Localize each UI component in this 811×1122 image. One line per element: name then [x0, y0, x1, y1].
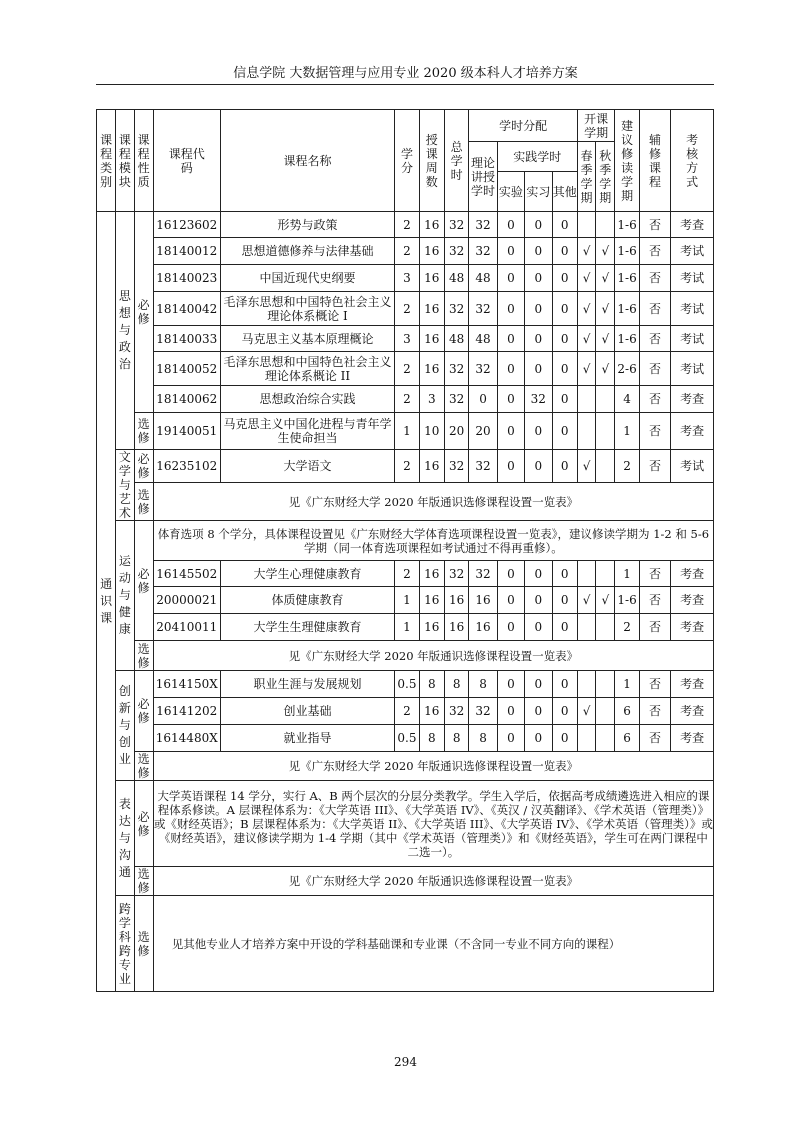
cell-weeks: 16	[419, 587, 444, 614]
cell-sem: 1-6	[615, 587, 639, 614]
cell-other: 0	[552, 413, 577, 450]
cell-assess: 考查	[671, 671, 714, 698]
course-row	[97, 725, 714, 752]
cell-autumn	[596, 413, 615, 450]
cell-credits: 3	[395, 326, 419, 352]
module-expression: 表达与沟通	[116, 781, 134, 896]
cell-assess: 考查	[671, 212, 714, 238]
cell-code: 18140042	[153, 292, 220, 326]
cell-code: 18140062	[153, 386, 220, 413]
cell-spring: √	[577, 238, 595, 265]
course-row	[97, 212, 714, 238]
cell-assess: 考查	[671, 561, 714, 587]
cell-theory: 32	[469, 561, 497, 587]
cell-spring: √	[577, 698, 595, 725]
cell-assess: 考试	[671, 238, 714, 265]
cell-spring	[577, 386, 595, 413]
cell-autumn	[596, 698, 615, 725]
course-row	[97, 450, 714, 483]
cell-weeks: 16	[419, 238, 444, 265]
nature-required: 必修	[134, 671, 153, 752]
cell-exp: 0	[497, 386, 524, 413]
cell-spring: √	[577, 265, 595, 292]
course-row	[97, 671, 714, 698]
cell-credits: 1	[395, 587, 419, 614]
cell-intern: 0	[525, 698, 552, 725]
cell-spring	[577, 413, 595, 450]
cell-exp: 0	[497, 671, 524, 698]
header-total-hours: 总学时	[444, 110, 468, 212]
module-cross-discipline: 跨学科跨专业	[116, 896, 134, 992]
cell-assess: 考查	[671, 698, 714, 725]
cell-intern: 0	[525, 352, 552, 386]
cell-intern: 0	[525, 561, 552, 587]
cell-name: 思想政治综合实践	[220, 386, 395, 413]
cell-spring	[577, 561, 595, 587]
cell-name: 毛泽东思想和中国特色社会主义理论体系概论 I	[220, 292, 395, 326]
cell-total: 32	[444, 450, 468, 483]
category-general-education: 通识课	[97, 212, 116, 992]
cell-exp: 0	[497, 587, 524, 614]
header-code: 课程代码	[153, 110, 220, 212]
cell-assess: 考查	[671, 614, 714, 641]
cell-name: 大学语文	[220, 450, 395, 483]
cell-sem: 1-6	[615, 326, 639, 352]
course-row	[97, 614, 714, 641]
cell-credits: 2	[395, 352, 419, 386]
nature-required: 必修	[134, 781, 153, 867]
cell-total: 16	[444, 587, 468, 614]
cell-other: 0	[552, 614, 577, 641]
cell-theory: 8	[469, 671, 497, 698]
nature-elective: 选修	[134, 752, 153, 781]
cell-minor: 否	[639, 450, 670, 483]
cell-exp: 0	[497, 238, 524, 265]
sports-note: 体育选项 8 个学分，具体课程设置见《广东财经大学体育选项课程设置一览表》，建议修读学期为 1-2 和 5-6 学期（同一体育选项课程如考试通过不得再重修）。	[153, 521, 713, 561]
cell-code: 20410011	[153, 614, 220, 641]
cell-assess: 考查	[671, 725, 714, 752]
cell-weeks: 16	[419, 698, 444, 725]
cell-other: 0	[552, 352, 577, 386]
cell-exp: 0	[497, 698, 524, 725]
header-semester: 开课学期	[577, 110, 615, 142]
cell-credits: 2	[395, 561, 419, 587]
cell-assess: 考试	[671, 352, 714, 386]
cell-code: 16123602	[153, 212, 220, 238]
course-row	[97, 587, 714, 614]
cell-sem: 1-6	[615, 292, 639, 326]
cell-intern: 0	[525, 413, 552, 450]
cell-theory: 32	[469, 450, 497, 483]
cell-exp: 0	[497, 212, 524, 238]
cell-autumn: √	[596, 265, 615, 292]
cell-exp: 0	[497, 326, 524, 352]
cell-exp: 0	[497, 413, 524, 450]
cell-weeks: 8	[419, 725, 444, 752]
cell-weeks: 3	[419, 386, 444, 413]
cell-code: 18140012	[153, 238, 220, 265]
cell-theory: 8	[469, 725, 497, 752]
cell-name: 马克思主义中国化进程与青年学生使命担当	[220, 413, 395, 450]
cell-code: 16145502	[153, 561, 220, 587]
cell-assess: 考试	[671, 292, 714, 326]
cell-sem: 1-6	[615, 238, 639, 265]
span-row	[97, 752, 714, 781]
cell-credits: 2	[395, 238, 419, 265]
cell-theory: 32	[469, 352, 497, 386]
cell-assess: 考试	[671, 326, 714, 352]
cell-sem: 1	[615, 413, 639, 450]
cell-theory: 16	[469, 614, 497, 641]
span-row	[97, 867, 714, 896]
header-rule	[96, 84, 714, 85]
cell-sem: 1-6	[615, 265, 639, 292]
cell-sem: 1	[615, 561, 639, 587]
cell-other: 0	[552, 698, 577, 725]
cell-spring	[577, 725, 595, 752]
cell-weeks: 16	[419, 561, 444, 587]
cell-weeks: 10	[419, 413, 444, 450]
cell-total: 32	[444, 212, 468, 238]
span-row	[97, 483, 714, 521]
cell-minor: 否	[639, 265, 670, 292]
cell-intern: 32	[525, 386, 552, 413]
module-literature: 文学与艺术	[116, 450, 134, 521]
cell-other: 0	[552, 212, 577, 238]
cell-autumn: √	[596, 587, 615, 614]
cell-minor: 否	[639, 238, 670, 265]
header-suggested-semester: 建议修读学期	[615, 110, 639, 212]
cell-total: 32	[444, 698, 468, 725]
header-autumn: 秋季学期	[596, 142, 615, 212]
cell-code: 19140051	[153, 413, 220, 450]
header-internship: 实习	[525, 172, 552, 212]
cell-credits: 2	[395, 698, 419, 725]
cell-total: 48	[444, 326, 468, 352]
cell-code: 18140033	[153, 326, 220, 352]
cell-intern: 0	[525, 238, 552, 265]
course-row	[97, 292, 714, 326]
nature-elective: 选修	[134, 413, 153, 450]
cell-total: 20	[444, 413, 468, 450]
cell-spring	[577, 212, 595, 238]
see-general-electives: 见《广东财经大学 2020 年版通识选修课程设置一览表》	[153, 867, 713, 896]
cell-intern: 0	[525, 265, 552, 292]
cell-other: 0	[552, 238, 577, 265]
cell-minor: 否	[639, 292, 670, 326]
cell-exp: 0	[497, 352, 524, 386]
cell-sem: 6	[615, 698, 639, 725]
cell-autumn	[596, 614, 615, 641]
cell-other: 0	[552, 386, 577, 413]
header-theory: 理论讲授学时	[469, 142, 497, 212]
cell-credits: 0.5	[395, 725, 419, 752]
cell-total: 32	[444, 352, 468, 386]
header-spring: 春季学期	[577, 142, 595, 212]
course-row	[97, 352, 714, 386]
cell-intern: 0	[525, 671, 552, 698]
span-row	[97, 781, 714, 867]
cell-spring: √	[577, 326, 595, 352]
page-number: 294	[394, 1055, 417, 1069]
cell-code: 18140052	[153, 352, 220, 386]
cell-spring: √	[577, 352, 595, 386]
cell-autumn	[596, 212, 615, 238]
cell-credits: 2	[395, 450, 419, 483]
cell-intern: 0	[525, 587, 552, 614]
cell-sem: 2	[615, 614, 639, 641]
cell-weeks: 16	[419, 292, 444, 326]
cell-code: 1614480X	[153, 725, 220, 752]
cell-minor: 否	[639, 725, 670, 752]
cell-name: 马克思主义基本原理概论	[220, 326, 395, 352]
cell-weeks: 16	[419, 450, 444, 483]
cell-minor: 否	[639, 614, 670, 641]
cell-weeks: 16	[419, 352, 444, 386]
cell-theory: 0	[469, 386, 497, 413]
nature-required: 必修	[134, 450, 153, 483]
course-row	[97, 561, 714, 587]
cell-name: 就业指导	[220, 725, 395, 752]
cell-intern: 0	[525, 614, 552, 641]
cell-total: 32	[444, 292, 468, 326]
cell-credits: 2	[395, 212, 419, 238]
cell-other: 0	[552, 326, 577, 352]
cell-autumn: √	[596, 238, 615, 265]
cell-sem: 2	[615, 450, 639, 483]
cell-credits: 3	[395, 265, 419, 292]
see-general-electives: 见《广东财经大学 2020 年版通识选修课程设置一览表》	[153, 752, 713, 781]
cell-credits: 1	[395, 614, 419, 641]
cell-total: 32	[444, 561, 468, 587]
cell-spring	[577, 671, 595, 698]
cell-minor: 否	[639, 386, 670, 413]
course-row	[97, 386, 714, 413]
cell-credits: 2	[395, 292, 419, 326]
header-experiment: 实验	[497, 172, 524, 212]
cell-code: 18140023	[153, 265, 220, 292]
cell-exp: 0	[497, 450, 524, 483]
cell-minor: 否	[639, 587, 670, 614]
nature-required: 必修	[134, 212, 153, 413]
nature-required: 必修	[134, 521, 153, 641]
cell-weeks: 16	[419, 212, 444, 238]
cell-credits: 0.5	[395, 671, 419, 698]
header-name: 课程名称	[220, 110, 395, 212]
cell-theory: 32	[469, 238, 497, 265]
cell-autumn	[596, 725, 615, 752]
cell-code: 20000021	[153, 587, 220, 614]
cell-total: 32	[444, 238, 468, 265]
cell-assess: 考查	[671, 587, 714, 614]
course-plan-table	[96, 109, 714, 992]
cell-other: 0	[552, 450, 577, 483]
cell-exp: 0	[497, 614, 524, 641]
cell-assess: 考试	[671, 450, 714, 483]
cell-minor: 否	[639, 671, 670, 698]
cell-theory: 20	[469, 413, 497, 450]
cell-minor: 否	[639, 212, 670, 238]
cell-assess: 考查	[671, 413, 714, 450]
cell-exp: 0	[497, 265, 524, 292]
see-general-electives: 见《广东财经大学 2020 年版通识选修课程设置一览表》	[153, 483, 713, 521]
cross-discipline-note: 见其他专业人才培养方案中开设的学科基础课和专业课（不含同一专业不同方向的课程）	[153, 896, 713, 992]
cell-intern: 0	[525, 326, 552, 352]
cell-name: 职业生涯与发展规划	[220, 671, 395, 698]
cell-autumn	[596, 450, 615, 483]
cell-weeks: 16	[419, 614, 444, 641]
cell-name: 形势与政策	[220, 212, 395, 238]
cell-total: 32	[444, 386, 468, 413]
cell-theory: 16	[469, 587, 497, 614]
cell-spring: √	[577, 450, 595, 483]
english-note: 大学英语课程 14 学分，实行 A、B 两个层次的分层分类教学。学生入学后，依据高考成绩遴选进入相应的课程体系修读。A 层课程体系为：《大学英语 III》、《大学英语 IV》、《英汉 / 汉英翻译》、《学术英语（管理类）》或《财经英语》；B 层课程体系为：《大学英语 II》、《大学英语 III》、《大学英语 IV》、《学术英语（管理类）》或《财经英语》，建议修读学期为 1-4 学期（其中《学术英语（管理类）》和《财经英语》，学生可在两门课程中二选一）。	[153, 781, 713, 867]
cell-minor: 否	[639, 413, 670, 450]
cell-autumn: √	[596, 292, 615, 326]
course-row	[97, 326, 714, 352]
cell-assess: 考试	[671, 265, 714, 292]
cell-autumn: √	[596, 326, 615, 352]
nature-elective: 选修	[134, 867, 153, 896]
cell-autumn: √	[596, 352, 615, 386]
cell-sem: 1	[615, 671, 639, 698]
cell-code: 16235102	[153, 450, 220, 483]
cell-exp: 0	[497, 292, 524, 326]
cell-theory: 48	[469, 326, 497, 352]
course-row	[97, 238, 714, 265]
header-category: 课程类别	[97, 110, 116, 212]
nature-elective: 选修	[134, 896, 153, 992]
nature-elective: 选修	[134, 641, 153, 671]
cell-credits: 2	[395, 386, 419, 413]
see-general-electives: 见《广东财经大学 2020 年版通识选修课程设置一览表》	[153, 641, 713, 671]
cell-assess: 考查	[671, 386, 714, 413]
cell-code: 1614150X	[153, 671, 220, 698]
course-row	[97, 413, 714, 450]
page-header: 信息学院 大数据管理与应用专业 2020 级本科人才培养方案	[233, 66, 578, 81]
cell-sem: 4	[615, 386, 639, 413]
cell-credits: 1	[395, 413, 419, 450]
cell-total: 16	[444, 614, 468, 641]
cell-exp: 0	[497, 725, 524, 752]
header-minor: 辅修课程	[639, 110, 670, 212]
cell-name: 体质健康教育	[220, 587, 395, 614]
cell-minor: 否	[639, 561, 670, 587]
cell-intern: 0	[525, 450, 552, 483]
cell-other: 0	[552, 671, 577, 698]
span-row	[97, 521, 714, 561]
header-credits: 学分	[395, 110, 419, 212]
cell-minor: 否	[639, 326, 670, 352]
cell-spring: √	[577, 292, 595, 326]
header-module: 课程模块	[116, 110, 134, 212]
cell-minor: 否	[639, 352, 670, 386]
cell-code: 16141202	[153, 698, 220, 725]
cell-other: 0	[552, 561, 577, 587]
cell-theory: 32	[469, 212, 497, 238]
cell-sem: 6	[615, 725, 639, 752]
header-other: 其他	[552, 172, 577, 212]
cell-sem: 2-6	[615, 352, 639, 386]
cell-spring	[577, 614, 595, 641]
cell-theory: 32	[469, 698, 497, 725]
header-nature: 课程性质	[134, 110, 153, 212]
cell-total: 8	[444, 725, 468, 752]
cell-weeks: 16	[419, 265, 444, 292]
header-practice: 实践学时	[497, 142, 577, 172]
cell-other: 0	[552, 265, 577, 292]
cell-theory: 32	[469, 292, 497, 326]
header-assessment: 考核方式	[671, 110, 714, 212]
cell-autumn	[596, 671, 615, 698]
cell-minor: 否	[639, 698, 670, 725]
span-row	[97, 641, 714, 671]
course-row	[97, 265, 714, 292]
cell-other: 0	[552, 587, 577, 614]
cell-name: 大学生心理健康教育	[220, 561, 395, 587]
cell-intern: 0	[525, 212, 552, 238]
cross-discipline-row	[97, 896, 714, 992]
cell-sem: 1-6	[615, 212, 639, 238]
module-politics: 思想与政治	[116, 212, 134, 450]
cell-name: 思想道德修养与法律基础	[220, 238, 395, 265]
cell-weeks: 8	[419, 671, 444, 698]
cell-spring: √	[577, 587, 595, 614]
course-row	[97, 698, 714, 725]
cell-weeks: 16	[419, 326, 444, 352]
header-hours-distribution: 学时分配	[469, 110, 578, 142]
cell-name: 创业基础	[220, 698, 395, 725]
header-weeks: 授课周数	[419, 110, 444, 212]
cell-other: 0	[552, 292, 577, 326]
cell-name: 毛泽东思想和中国特色社会主义理论体系概论 II	[220, 352, 395, 386]
cell-autumn	[596, 386, 615, 413]
cell-theory: 48	[469, 265, 497, 292]
cell-autumn	[596, 561, 615, 587]
module-innovation: 创新与创业	[116, 671, 134, 781]
cell-other: 0	[552, 725, 577, 752]
cell-name: 中国近现代史纲要	[220, 265, 395, 292]
cell-name: 大学生生理健康教育	[220, 614, 395, 641]
cell-exp: 0	[497, 561, 524, 587]
nature-elective: 选修	[134, 483, 153, 521]
cell-intern: 0	[525, 725, 552, 752]
cell-intern: 0	[525, 292, 552, 326]
module-sports: 运动与健康	[116, 521, 134, 671]
cell-total: 8	[444, 671, 468, 698]
cell-total: 48	[444, 265, 468, 292]
